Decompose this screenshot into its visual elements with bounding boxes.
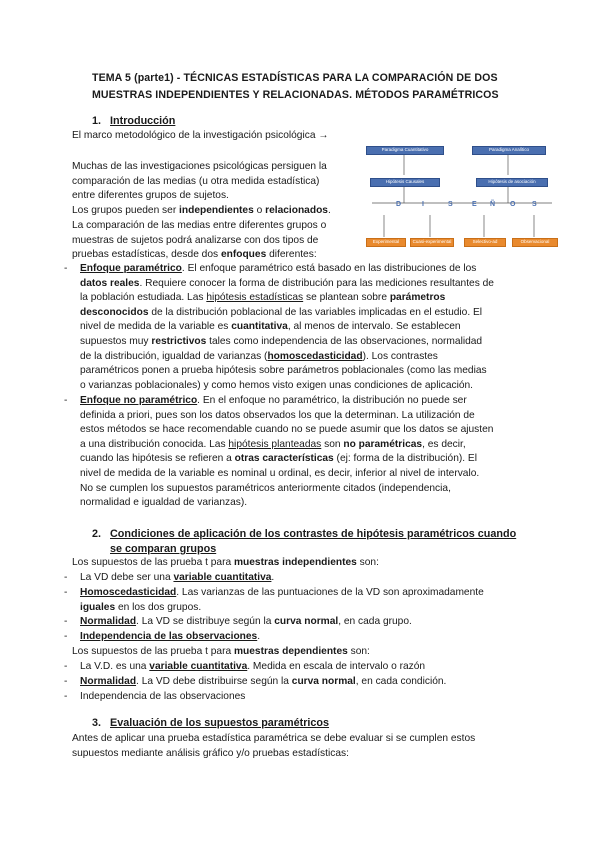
section-3-heading: 3. Evaluación de los supuestos paramétricos	[92, 717, 330, 729]
section-2-heading: 2. Condiciones de aplicación de los contrastes de hipótesis paramétricos cuando se comparan grupos	[92, 528, 517, 555]
section-1-heading: 1. Introducción	[92, 115, 176, 127]
assumption-normality: - Normalidad. La VD se distribuye según la curva normal, en cada grupo.	[64, 616, 412, 627]
box-paradigm-analytic: Paradigma Analítico	[472, 146, 546, 155]
box-quasi-experimental: Cuasi-experimental	[410, 238, 454, 247]
intro-line: El marco metodológico de la investigación psicológica →	[72, 130, 329, 141]
diagram-letter: S	[532, 201, 537, 208]
diagram-letter: E	[472, 201, 477, 208]
assumption-independence: - Independencia de las observaciones.	[64, 631, 261, 642]
assumption-quantitative: - La VD debe ser una variable cuantitativa.	[64, 572, 275, 583]
box-association-hypotheses: Hipótesis de asociación	[476, 178, 548, 187]
bullet-parametric-approach: - Enfoque paramétrico. El enfoque paramétrico está basado en las distribuciones de los datos reales. Requiere conocer la forma de distribución para las mediciones resultantes de la población estudiada. Las hipótesis estadísticas se plantean sobre parámetros desconocidos de la distribución poblacional de las variables implicadas en el estudio. El nivel de medida de la variable es cuantitativa, al menos de intervalo. Se establecen supuestos muy restrictivos tales como independencia de las observaciones, normalidad de la distribución, igualdad de varianzas (homoscedasticidad). Los contrastes paramétricos ponen a prueba hipótesis sobre parámetros poblacionales (como las medias o varianzas poblacionales) y como hemos visto exigen unas condiciones de aplicación.	[64, 263, 494, 391]
title-line-2: MUESTRAS INDEPENDIENTES Y RELACIONADAS. MÉTODOS PARAMÉTRICOS	[92, 89, 499, 101]
dep-assumption-normality: - Normalidad. La VD debe distribuirse según la curva normal, en cada condición.	[64, 676, 447, 687]
assumption-homoscedasticity: - Homoscedasticidad. Las varianzas de las puntuaciones de la VD son aproximadamente iguales en los dos grupos.	[64, 587, 484, 613]
diagram-letter: Ñ	[490, 201, 496, 208]
intro-paragraph-1: Muchas de las investigaciones psicológicas persiguen la comparación de las medias (u otra medida estadística) entre diferentes grupos de sujetos.	[72, 161, 327, 202]
box-observational: Observacional	[512, 238, 558, 247]
intro-paragraph-3: La comparación de las medias entre diferentes grupos o muestras de sujetos podrá analizarse con dos tipos de pruebas estadísticas, desde dos enfoques diferentes:	[72, 220, 327, 261]
diagram-connectors	[364, 145, 560, 249]
box-causal-hypotheses: Hipótesis Causales	[370, 178, 440, 187]
dependent-samples-intro: Los supuestos de las prueba t para muestras dependientes son:	[72, 646, 370, 657]
section-3-title: Evaluación de los supuestos paramétricos	[110, 717, 330, 729]
box-paradigm-quantitative: Paradigma Cuantitativo	[366, 146, 444, 155]
box-selective: Selectivo-ad	[464, 238, 506, 247]
section-2-title: Condiciones de aplicación de los contrastes de hipótesis paramétricos cuando	[110, 528, 517, 540]
diagram-letter: O	[510, 201, 516, 208]
dep-assumption-quantitative: - La V.D. es una variable cuantitativa. Medida en escala de intervalo o razón	[64, 661, 426, 672]
dep-assumption-independence: - Independencia de las observaciones	[64, 691, 246, 702]
intro-paragraph-2: Los grupos pueden ser independientes o relacionados.	[72, 205, 331, 216]
document-title	[92, 70, 522, 104]
box-experimental: Experimental	[366, 238, 406, 247]
diagram-letter: D	[396, 201, 402, 208]
diagram-letter: S	[448, 201, 453, 208]
diagram-letter: I	[422, 201, 424, 208]
bullet-nonparametric-approach: - Enfoque no paramétrico. En el enfoque no paramétrico, la distribución no puede ser definida a priori, pues son los datos observados los que la determinan. La utilización de estos métodos se hace recomendable cuando no se puede asumir que los datos se ajusten a una distribución conocida. Las hipótesis planteadas son no paramétricas, es decir, cuando las hipótesis se refieren a otras características (ej: forma de la distribución). El nivel de medida de la variable es nominal u ordinal, es decir, inferior al nivel de intervalo. No se cumplen los supuestos paramétricos anteriormente citados (independencia, normalidad e igualdad de varianzas).	[64, 395, 494, 509]
methodology-diagram	[364, 145, 560, 249]
independent-samples-intro: Los supuestos de las prueba t para muestras independientes son:	[72, 557, 379, 568]
section-1-title: Introducción	[110, 115, 176, 127]
section-3-paragraph: Antes de aplicar una prueba estadística paramétrica se debe evaluar si se cumplen estos supuestos mediante análisis gráfico y/o pruebas estadísticas:	[72, 733, 476, 759]
title-line-1: TEMA 5 (parte1) - TÉCNICAS ESTADÍSTICAS PARA LA COMPARACIÓN DE DOS	[92, 72, 498, 84]
